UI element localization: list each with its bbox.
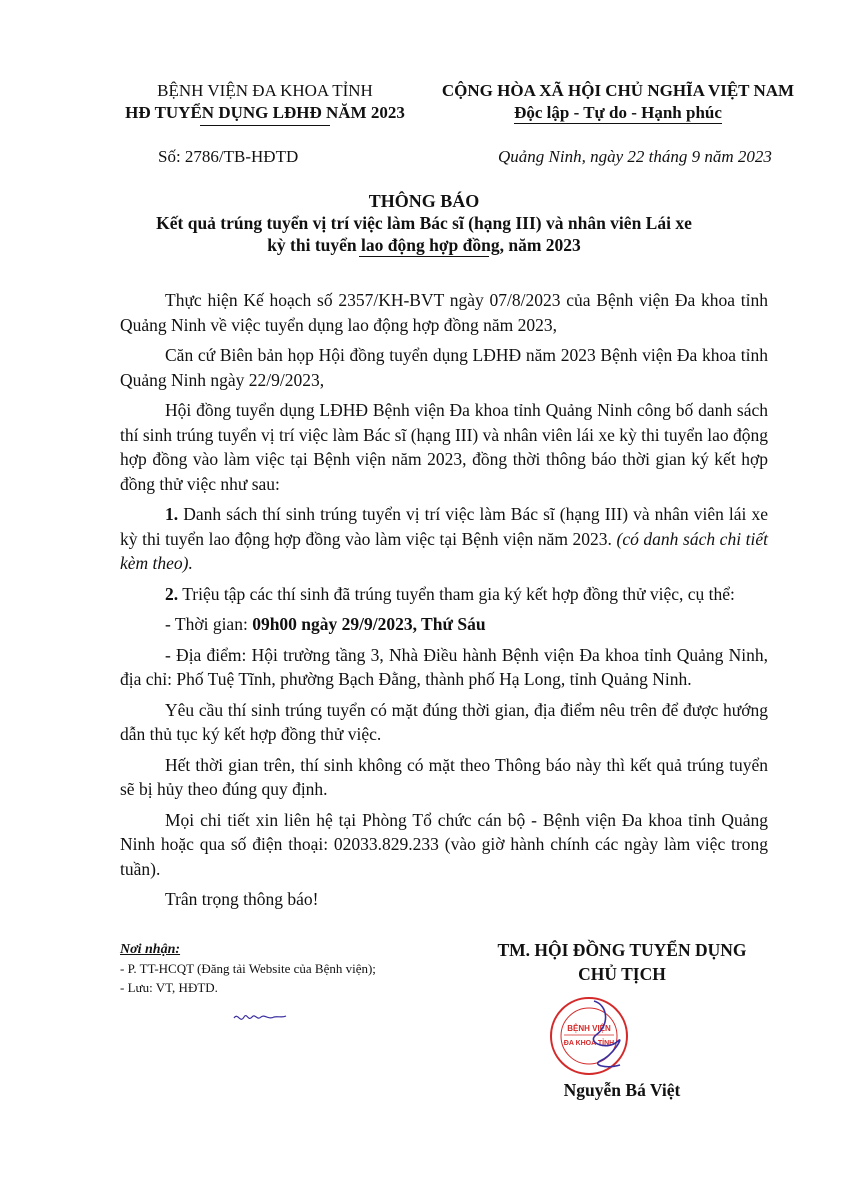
item-2 bbox=[120, 582, 768, 607]
issuer-underline bbox=[200, 125, 330, 126]
place-date: Quảng Ninh, ngày 22 tháng 9 năm 2023 bbox=[498, 147, 772, 166]
document-title bbox=[60, 190, 788, 257]
document-body bbox=[120, 288, 768, 918]
item-2-text: Triệu tập các thí sinh đã trúng tuyển tham gia ký kết hợp đồng thử việc, cụ thể: bbox=[182, 583, 735, 604]
svg-text:BỆNH VIỆN: BỆNH VIỆN bbox=[567, 1024, 611, 1033]
recipients-block bbox=[120, 940, 376, 997]
svg-text:ĐA KHOA TỈNH: ĐA KHOA TỈNH bbox=[563, 1040, 615, 1047]
paragraph-contact: Mọi chi tiết xin liên hệ tại Phòng Tổ chức cán bộ - Bệnh viện Đa khoa tỉnh Quảng Ninh hoặc qua số điện thoại: 02033.829.233 (vào giờ hành chính các ngày làm việc trong tuần). bbox=[120, 809, 768, 879]
paragraph-closing: Trân trọng thông báo! bbox=[165, 889, 319, 909]
title-main: THÔNG BÁO bbox=[368, 191, 480, 211]
paragraph-cancellation: Hết thời gian trên, thí sinh không có mặt theo Thông báo này thì kết quả trúng tuyển sẽ bị hủy theo đúng quy định. bbox=[120, 754, 768, 799]
issuer-line-2: HĐ TUYỂN DỤNG LĐHĐ NĂM 2023 bbox=[125, 103, 405, 122]
time-line bbox=[120, 612, 768, 637]
signature-position: CHỦ TỊCH bbox=[578, 964, 666, 984]
recipient-item: - Lưu: VT, HĐTD. bbox=[120, 980, 218, 995]
national-header bbox=[418, 80, 818, 124]
initials-signature-icon bbox=[230, 1008, 290, 1028]
signature-title: TM. HỘI ĐỒNG TUYỂN DỤNG bbox=[497, 940, 747, 960]
time-value: 09h00 ngày 29/9/2023, Thứ Sáu bbox=[252, 614, 486, 634]
title-subtitle-1: Kết quả trúng tuyển vị trí việc làm Bác sĩ (hạng III) và nhân viên Lái xe bbox=[156, 213, 692, 233]
signature-block bbox=[462, 938, 782, 986]
issuer-line-1: BỆNH VIỆN ĐA KHOA TỈNH bbox=[157, 81, 373, 100]
paragraph-attendance: Yêu cầu thí sinh trúng tuyển có mặt đúng thời gian, địa điểm nêu trên để được hướng dẫn thủ tục ký kết hợp đồng thử việc. bbox=[120, 699, 768, 744]
national-motto: Độc lập - Tự do - Hạnh phúc bbox=[514, 103, 722, 122]
place-line: - Địa điểm: Hội trường tầng 3, Nhà Điều hành Bệnh viện Đa khoa tỉnh Quảng Ninh, địa chỉ: Phố Tuệ Tĩnh, phường Bạch Đằng, thành phố Hạ Long, tỉnh Quảng Ninh. bbox=[120, 644, 768, 689]
recipient-item: - P. TT-HCQT (Đăng tải Website của Bệnh viện); bbox=[120, 961, 376, 976]
paragraph-announcement: Hội đồng tuyển dụng LĐHĐ Bệnh viện Đa khoa tỉnh Quảng Ninh công bố danh sách thí sinh trúng tuyển vị trí việc làm Bác sĩ (hạng III) và nhân viên lái xe kỳ thi tuyển lao động hợp đồng vào làm việc tại Bệnh viện năm 2023, đồng thời thông báo thời gian ký kết hợp đồng thử việc như sau: bbox=[120, 400, 768, 494]
issuer-header bbox=[95, 80, 435, 126]
document-number: Số: 2786/TB-HĐTD bbox=[158, 147, 299, 166]
item-1-note: (có danh sách chi tiết kèm theo). bbox=[120, 528, 768, 573]
time-label: - Thời gian: bbox=[165, 614, 248, 634]
item-1-number: 1. bbox=[165, 504, 179, 524]
paragraph-minutes: Căn cứ Biên bản họp Hội đồng tuyển dụng LĐHĐ năm 2023 Bệnh viện Đa khoa tỉnh Quảng Ninh ngày 22/9/2023, bbox=[120, 345, 768, 390]
item-1-text: Danh sách thí sinh trúng tuyển vị trí việc làm Bác sĩ (hạng III) và nhân viên lái xe kỳ thi tuyển lao động hợp đồng vào làm việc tại Bệnh viện năm 2023. bbox=[120, 504, 768, 549]
red-seal-icon bbox=[548, 995, 630, 1077]
title-underline bbox=[359, 256, 489, 257]
national-title: CỘNG HÒA XÃ HỘI CHỦ NGHĨA VIỆT NAM bbox=[441, 81, 795, 100]
item-1 bbox=[120, 502, 768, 576]
paragraph-plan: Thực hiện Kế hoạch số 2357/KH-BVT ngày 07/8/2023 của Bệnh viện Đa khoa tỉnh Quảng Ninh về việc tuyển dụng lao động hợp đồng năm 2023, bbox=[120, 290, 768, 335]
recipients-label: Nơi nhận: bbox=[120, 942, 181, 957]
signer-name: Nguyễn Bá Việt bbox=[563, 1080, 681, 1100]
title-subtitle-2: kỳ thi tuyển lao động hợp đồng, năm 2023 bbox=[267, 235, 581, 255]
item-2-number: 2. bbox=[165, 583, 179, 604]
